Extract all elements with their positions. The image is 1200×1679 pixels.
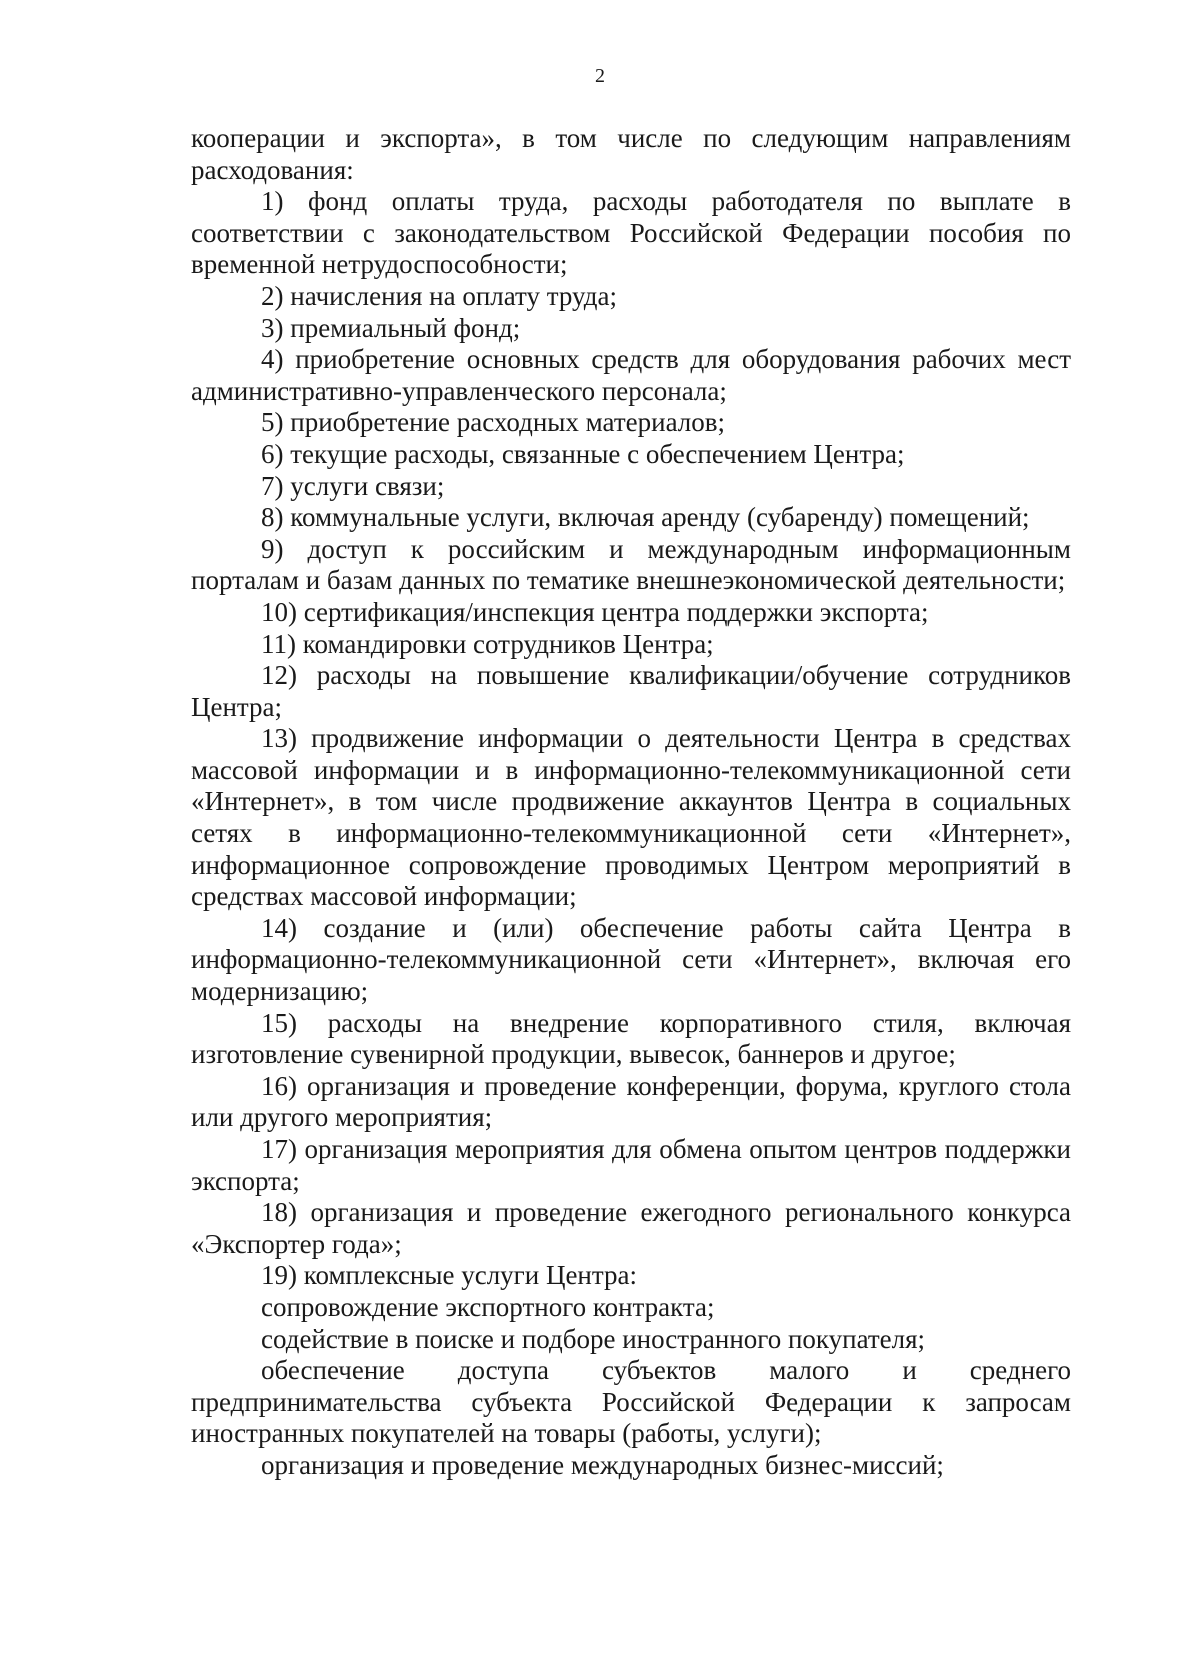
list-item-8: 8) коммунальные услуги, включая аренду (субаренду) помещений;	[261, 502, 1030, 533]
sub-item-contract-support: сопровождение экспортного контракта;	[261, 1291, 715, 1322]
list-item-15: 15) расходы на внедрение корпоративного стиля, включая изготовление сувенирной продукции, вывесок, баннеров и другое;	[191, 1007, 1071, 1070]
list-item-12: 12) расходы на повышение квалификации/обучение сотрудников Центра;	[191, 660, 1071, 722]
page-number: 2	[595, 65, 605, 87]
document-body	[191, 123, 1071, 1482]
list-item-13: 13) продвижение информации о деятельности Центра в средствах массовой информации и в информационно-телекоммуникационной сети «Интернет», в том числе продвижение аккаунтов Центра в социальных сетях в информационно-телекоммуникационной сети «Интернет», информационное сопровождение проводимых Центром мероприятий в средствах массовой информации;	[191, 723, 1071, 912]
list-item-2: 2) начисления на оплату труда;	[261, 280, 618, 311]
paragraph-intro: кооперации и экспорта», в том числе по следующим направлениям расходования:	[191, 123, 1071, 185]
list-item-3: 3) премиальный фонд;	[261, 312, 521, 343]
list-item-16: 16) организация и проведение конференции, форума, круглого стола или другого мероприятия;	[191, 1070, 1071, 1133]
sub-item-business-missions: организация и проведение международных бизнес-миссий;	[261, 1449, 944, 1480]
list-item-5: 5) приобретение расходных материалов;	[261, 407, 726, 438]
sub-item-buyer-search: содействие в поиске и подборе иностранного покупателя;	[261, 1323, 926, 1354]
list-item-19: 19) комплексные услуги Центра:	[261, 1260, 637, 1291]
list-item-7: 7) услуги связи;	[261, 470, 445, 501]
list-item-9: 9) доступ к российским и международным информационным порталам и базам данных по тематике внешнеэкономической деятельности;	[191, 533, 1071, 596]
list-item-17: 17) организация мероприятия для обмена опытом центров поддержки экспорта;	[191, 1134, 1071, 1196]
list-item-6: 6) текущие расходы, связанные с обеспечением Центра;	[261, 438, 905, 469]
list-item-11: 11) командировки сотрудников Центра;	[261, 628, 714, 659]
sub-item-buyer-requests-access: обеспечение доступа субъектов малого и среднего предпринимательства субъекта Российской Федерации к запросам иностранных покупателей на товары (работы, услуги);	[191, 1355, 1071, 1449]
list-item-1: 1) фонд оплаты труда, расходы работодателя по выплате в соответствии с законодательством Российской Федерации пособия по временной нетрудоспособности;	[191, 186, 1071, 280]
list-item-14: 14) создание и (или) обеспечение работы сайта Центра в информационно-телекоммуникационной сети «Интернет», включая его модернизацию;	[191, 912, 1071, 1007]
list-item-4: 4) приобретение основных средств для оборудования рабочих мест административно-управленческого персонала;	[191, 344, 1071, 406]
list-item-10: 10) сертификация/инспекция центра поддержки экспорта;	[261, 596, 929, 627]
list-item-18: 18) организация и проведение ежегодного регионального конкурса «Экспортер года»;	[191, 1197, 1071, 1259]
